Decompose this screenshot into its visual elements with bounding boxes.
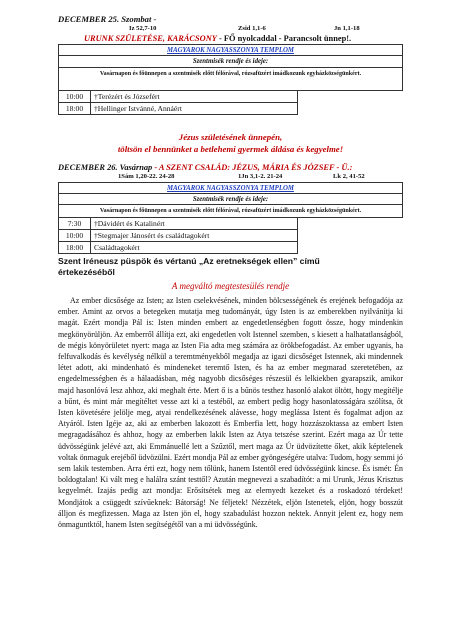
day2-feast-name: - A SZENT CSALÁD: JÉZUS, MÁRIA ÉS JÓZSEF - Ü.: <box>152 163 353 172</box>
christmas-wish <box>58 131 403 155</box>
day2-reading-1: 1Sám 1,20-22. 24-28 <box>118 173 175 180</box>
table-row <box>59 242 298 254</box>
table-row <box>59 218 298 230</box>
day1-reading-2: Zsid 1,1-6 <box>238 25 266 32</box>
mass-intention: †Stegmajer Jánosért és családtagokért <box>91 230 298 242</box>
article-title: Szent Iréneusz püspök és vértanú „Az eretnekségek ellen” című értekezéséből <box>58 256 320 277</box>
day1-feast-suffix: - FŐ nyolcaddal - Parancsolt ünnep!. <box>216 34 352 43</box>
table-row <box>59 91 298 103</box>
day2-heading <box>58 163 352 172</box>
day1-mass-table <box>58 90 298 115</box>
day1-date-label: DECEMBER 25. Szombat - <box>58 14 157 24</box>
day2-reading-3: Lk 2, 41-52 <box>333 173 365 180</box>
mass-intention: †Dávidért és Katalinért <box>91 218 298 230</box>
day2-church-name: MAGYAROK NAGYASSZONYA TEMPLOM <box>59 183 402 194</box>
day1-reading-3: Jn 1,1-18 <box>334 25 360 32</box>
day1-schedule-heading: Szentmisék rendje és ideje: <box>59 56 402 68</box>
mass-intention: Családtagokért <box>91 242 298 254</box>
mass-intention: †Hellinger Istvánné, Annáért <box>91 103 298 115</box>
day1-schedule-box <box>58 44 403 91</box>
day2-rosary-note: Vasárnapon és főünnepen a szentmisék előtt félórával, rózsafüzért imádkozunk egyházközségünkért. <box>99 208 362 214</box>
table-row <box>59 103 298 115</box>
mass-time: 7:30 <box>59 218 91 230</box>
christmas-wish-line-2: töltsön el bennünket a betlehemi gyermek áldása és kegyelme! <box>117 144 344 154</box>
day1-church-name: MAGYAROK NAGYASSZONYA TEMPLOM <box>59 45 402 56</box>
mass-time: 10:00 <box>59 91 91 103</box>
day1-date <box>58 14 156 24</box>
day2-date-label: DECEMBER 26. Vasárnap <box>58 163 153 172</box>
mass-time: 18:00 <box>59 242 91 254</box>
mass-time: 18:00 <box>59 103 91 115</box>
article-body: Az ember dicsősége az Isten; az Isten cselekvésének, minden bölcsességének és erejének befogadója az ember. Amint az orvos a betegeken mutatja meg tudományát, úgy Isten is az emberekben nyilvánítja ki magát. Ezért mondja Pál is: Isten minden embert az engedetlenségben fogott össze, hogy mindenkin megkönyörüljön. Az emberről állítja ezt, aki engedetlen volt Istennel szemben, s kiesett a halhatatlanságból, de mégis könyörületet nyert: maga az Isten Fia adta meg számára az örökbefogadást. Az ember ugyanis, ha felfuvalkodás és kevélység nélkül a teremtményekből megadja az igazi dicsőséget Istennek, aki mindennek létet adott, aki mindenható és mindeneket teremtő Isten, és ha az ember megmarad szeretetében, az engedelmességben és a hálaadásban, még nagyobb dicsőséges részesül és lelkiekben gyarapszik, amikor majd hasonlóvá lesz ahhoz, aki meghalt érte. Mert ő is a bűnös testhez hasonló alakot öltött, hogy megítélje a bűnt, és mint már megítéltet vesse azt ki a testéből, az embert pedig hogy hasonlatosságára szólítsa, őt Isten követésére jelölje meg, atyai rendelkezésének alávesse, hogy meglássa Istent és fogalmat adjon az Atyáról. Isten Igéje az, aki az emberben lakozott és Emberfia lett, hogy hozzászoktassa az embert Isten megragadásához és ahhoz, hogy az emberben lakik Isten az Atya tetszése szerint. Ezért maga az Úr tette üdvösségünk jelévé azt, aki Emmánuellé lett a Szűztől, mert maga az Úr üdvözítette őket, akik képtelenek voltak önmaguk erejéből üdvözülni. Ezért mondja Pál az ember gyöngeségére utalva: Tudom, hogy semmi jó sem lakik testemben. Arra érti ezt, hogy nem tőlünk, hanem Istentől ered üdvösségünk kincse. És ismét: Én boldogtalan! Ki vált meg e halálra szánt testtől? Azután megnevezi a szabadítót: a mi Urunk, Jézus Krisztus kegyelmét. Izajás pedig azt mondja: Erősítsétek meg az elernyedt kezeket és a roskadozó térdeket! Mondjátok a csüggedt szívűeknek: Bátorság! Ne féljetek! Nézzétek, eljön Istenetek, eljön, hogy bosszút álljon és megfizessen. Maga az Isten jön el, hogy szabadulást hozzon nektek. Annyit jelent ez, hogy nem önmaguntktól, hanem Isten segítségétől van a mi üdvösségünk. <box>58 296 403 530</box>
day2-reading-2: 1Jn 3,1-2. 21-24 <box>238 173 283 180</box>
day1-feast-name: URUNK SZÜLETÉSE, KARÁCSONY <box>84 34 217 43</box>
day2-schedule-heading: Szentmisék rendje és ideje: <box>59 194 402 205</box>
day2-mass-table <box>58 217 298 254</box>
christmas-wish-line-1: Jézus születésének ünnepén, <box>178 132 283 142</box>
day1-reading-1: Iz 52,7-10 <box>129 25 157 32</box>
article-subtitle: A megváltó megtestesülés rendje <box>171 281 290 291</box>
day1-feast <box>84 34 351 43</box>
table-row <box>59 230 298 242</box>
mass-intention: †Terézért és Józsefért <box>91 91 298 103</box>
day1-rosary-note: Vasárnapon és főünnepen a szentmisék előtt félórával, rózsafüzért imádkozunk egyházközségünkért. <box>99 71 362 77</box>
day2-schedule-box <box>58 182 403 218</box>
mass-time: 10:00 <box>59 230 91 242</box>
